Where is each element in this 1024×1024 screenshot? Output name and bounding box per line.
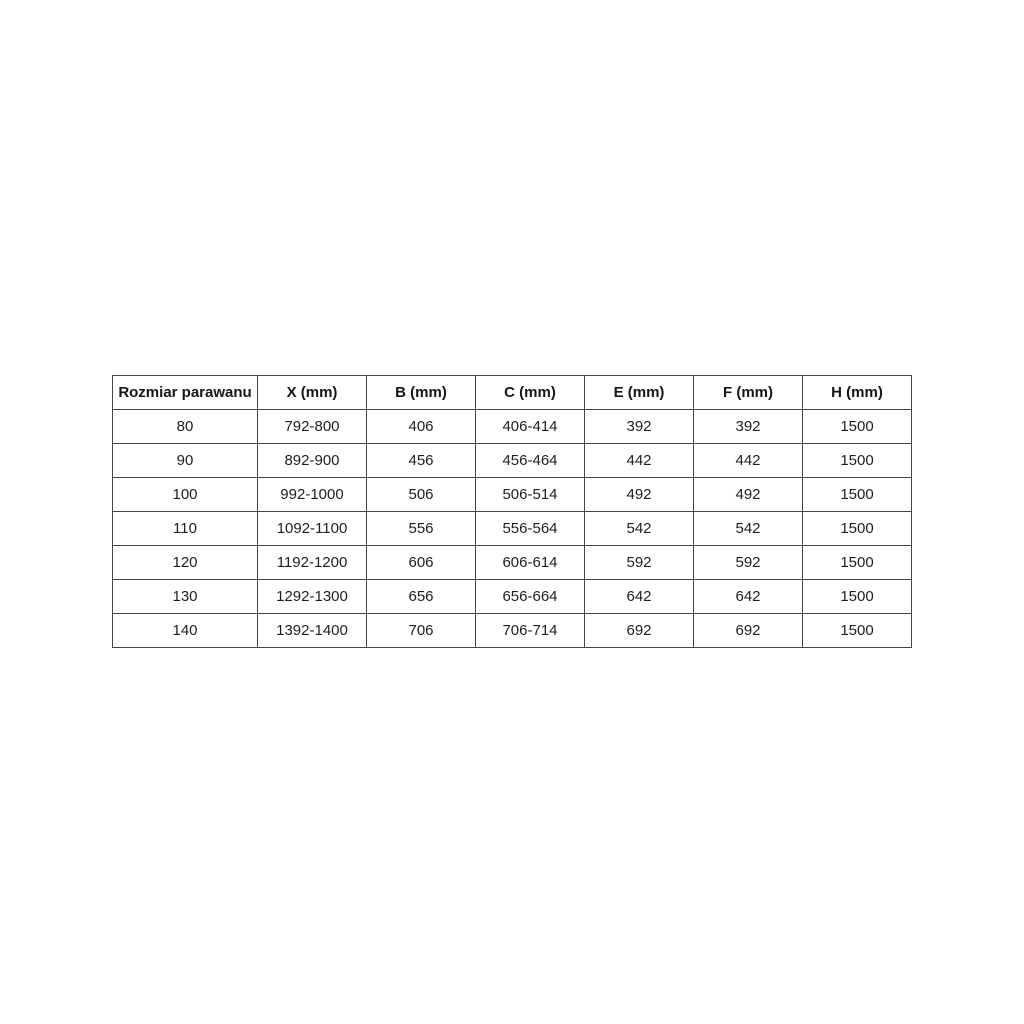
table-body — [113, 410, 912, 648]
table-cell: 606-614 — [476, 546, 585, 580]
table-row — [113, 546, 912, 580]
table-cell: 110 — [113, 512, 258, 546]
table-cell: 706-714 — [476, 614, 585, 648]
table-cell: 1500 — [803, 410, 912, 444]
table-cell: 542 — [694, 512, 803, 546]
table-cell: 692 — [585, 614, 694, 648]
header-c-mm: C (mm) — [476, 376, 585, 410]
table-cell: 90 — [113, 444, 258, 478]
table-cell: 656-664 — [476, 580, 585, 614]
table-cell: 1500 — [803, 512, 912, 546]
table-cell: 1500 — [803, 546, 912, 580]
table-cell: 120 — [113, 546, 258, 580]
header-h-mm: H (mm) — [803, 376, 912, 410]
table-cell: 506 — [367, 478, 476, 512]
table-row — [113, 614, 912, 648]
table-row — [113, 580, 912, 614]
table-cell: 1500 — [803, 444, 912, 478]
table-cell: 1292-1300 — [258, 580, 367, 614]
table-row — [113, 444, 912, 478]
table-cell: 892-900 — [258, 444, 367, 478]
table-cell: 1500 — [803, 614, 912, 648]
table-cell: 792-800 — [258, 410, 367, 444]
table-cell: 1092-1100 — [258, 512, 367, 546]
header-e-mm: E (mm) — [585, 376, 694, 410]
table-cell: 592 — [585, 546, 694, 580]
table-cell: 442 — [585, 444, 694, 478]
table-cell: 492 — [694, 478, 803, 512]
table-cell: 456-464 — [476, 444, 585, 478]
table-row — [113, 512, 912, 546]
table-cell: 692 — [694, 614, 803, 648]
table-cell: 1192-1200 — [258, 546, 367, 580]
table-cell: 492 — [585, 478, 694, 512]
table-row — [113, 410, 912, 444]
table-cell: 506-514 — [476, 478, 585, 512]
table-cell: 556-564 — [476, 512, 585, 546]
table-cell: 140 — [113, 614, 258, 648]
table-cell: 130 — [113, 580, 258, 614]
table-cell: 1500 — [803, 580, 912, 614]
table-cell: 606 — [367, 546, 476, 580]
header-x-mm: X (mm) — [258, 376, 367, 410]
table-cell: 642 — [585, 580, 694, 614]
table-cell: 100 — [113, 478, 258, 512]
size-spec-table-container — [112, 375, 912, 648]
table-cell: 642 — [694, 580, 803, 614]
table-cell: 992-1000 — [258, 478, 367, 512]
table-cell: 1500 — [803, 478, 912, 512]
table-cell: 392 — [694, 410, 803, 444]
table-cell: 406 — [367, 410, 476, 444]
header-f-mm: F (mm) — [694, 376, 803, 410]
table-cell: 1392-1400 — [258, 614, 367, 648]
header-rozmiar-parawanu: Rozmiar parawanu — [113, 376, 258, 410]
table-cell: 556 — [367, 512, 476, 546]
table-cell: 592 — [694, 546, 803, 580]
table-cell: 456 — [367, 444, 476, 478]
table-cell: 392 — [585, 410, 694, 444]
table-cell: 542 — [585, 512, 694, 546]
size-spec-table — [112, 375, 912, 648]
table-cell: 656 — [367, 580, 476, 614]
table-cell: 706 — [367, 614, 476, 648]
table-header-row — [113, 376, 912, 410]
table-cell: 406-414 — [476, 410, 585, 444]
table-cell: 80 — [113, 410, 258, 444]
table-row — [113, 478, 912, 512]
header-b-mm: B (mm) — [367, 376, 476, 410]
table-cell: 442 — [694, 444, 803, 478]
